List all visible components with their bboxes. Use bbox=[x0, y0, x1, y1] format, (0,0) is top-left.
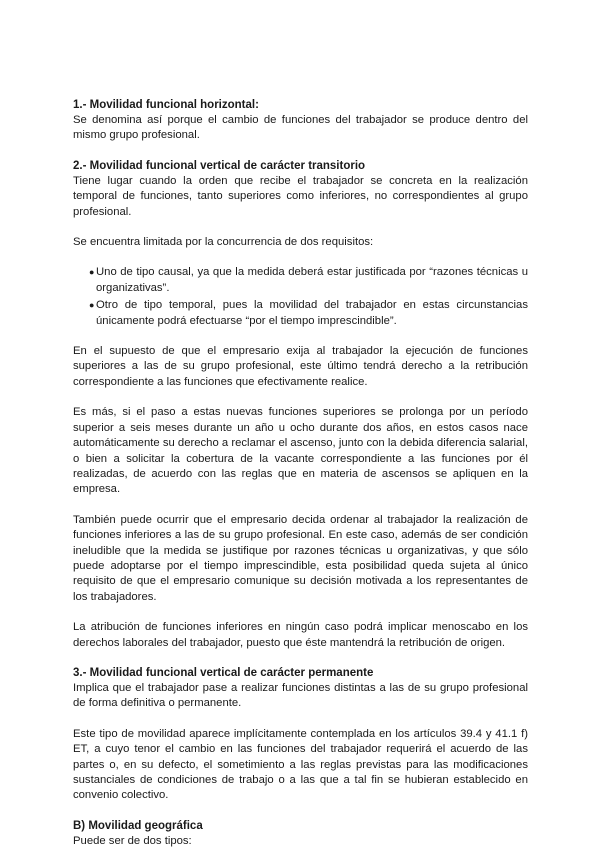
paragraph: Este tipo de movilidad aparece implícitamente contemplada en los artículos 39.4 y 41.1 f) ET, a cuyo tenor el cambio en las funciones del trabajador requerirá el acuerdo de las partes o, en su defecto, el sometimiento a las reglas previstas para las modificaciones sustanciales de condiciones de trabajo o a las que a tal fin se hubieran establecido en convenio colectivo. bbox=[73, 727, 528, 802]
paragraph: En el supuesto de que el empresario exija al trabajador la ejecución de funciones superiores a las de su grupo profesional, este último tendrá derecho a la retribución correspondiente a las funciones que efectivamente realice. bbox=[73, 345, 528, 388]
requirements-list bbox=[73, 265, 528, 329]
paragraph: Puede ser de dos tipos: bbox=[73, 834, 192, 847]
heading-vertical-transitory: 2.- Movilidad funcional vertical de carácter transitorio bbox=[73, 159, 366, 172]
bullet-icon: ● bbox=[89, 300, 95, 311]
paragraph: Es más, si el paso a estas nuevas funciones superiores se prolonga por un período superior a seis meses durante un año u ocho durante dos años, en estos casos nace automáticamente su derecho a reclamar el ascenso, junto con la debida diferencia salarial, o bien a solicitar la cobertura de la vacante correspondiente a las funciones por él realizadas, de acuerdo con las reglas que en materia de ascensos se apliquen en la empresa. bbox=[73, 406, 528, 496]
paragraph: También puede ocurrir que el empresario decida ordenar al trabajador la realización de funciones inferiores a las de su grupo profesional. En este caso, además de ser condición ineludible que la medida se justifique por razones técnicas u organizativas, y que sólo puede adoptarse por el tiempo imprescindible, esta posibilidad queda sujeta al único requisito de que el empresario comunique su decisión motivada a los representantes de los trabajadores. bbox=[73, 513, 528, 603]
paragraph: Tiene lugar cuando la orden que recibe el trabajador se concreta en la realización temporal de funciones, tanto superiores como inferiores, no correspondientes al grupo profesional. bbox=[73, 174, 528, 218]
paragraph: Se denomina así porque el cambio de funciones del trabajador se produce dentro del mismo grupo profesional. bbox=[73, 114, 528, 142]
list-item-text: Uno de tipo causal, ya que la medida deberá estar justificada por “razones técnicas u organizativas”. bbox=[96, 266, 528, 294]
heading-vertical-permanent: 3.- Movilidad funcional vertical de carácter permanente bbox=[73, 666, 374, 679]
list-item bbox=[73, 298, 528, 329]
paragraph: La atribución de funciones inferiores en ningún caso podrá implicar menoscabo en los derechos laborales del trabajador, puesto que éste mantendrá la retribución de origen. bbox=[73, 621, 528, 649]
paragraph: Implica que el trabajador pase a realizar funciones distintas a las de su grupo profesional de forma definitiva o permanente. bbox=[73, 681, 528, 710]
heading-horizontal-mobility: 1.- Movilidad funcional horizontal: bbox=[73, 99, 259, 111]
heading-geographic-mobility: B) Movilidad geográfica bbox=[73, 819, 203, 832]
document-page bbox=[73, 98, 528, 849]
bullet-icon: ● bbox=[89, 267, 95, 278]
paragraph: Se encuentra limitada por la concurrencia de dos requisitos: bbox=[73, 236, 374, 249]
list-item bbox=[73, 265, 528, 296]
list-item-text: Otro de tipo temporal, pues la movilidad del trabajador en estas circunstancias únicamente podrá efectuarse “por el tiempo imprescindible”. bbox=[96, 299, 528, 327]
